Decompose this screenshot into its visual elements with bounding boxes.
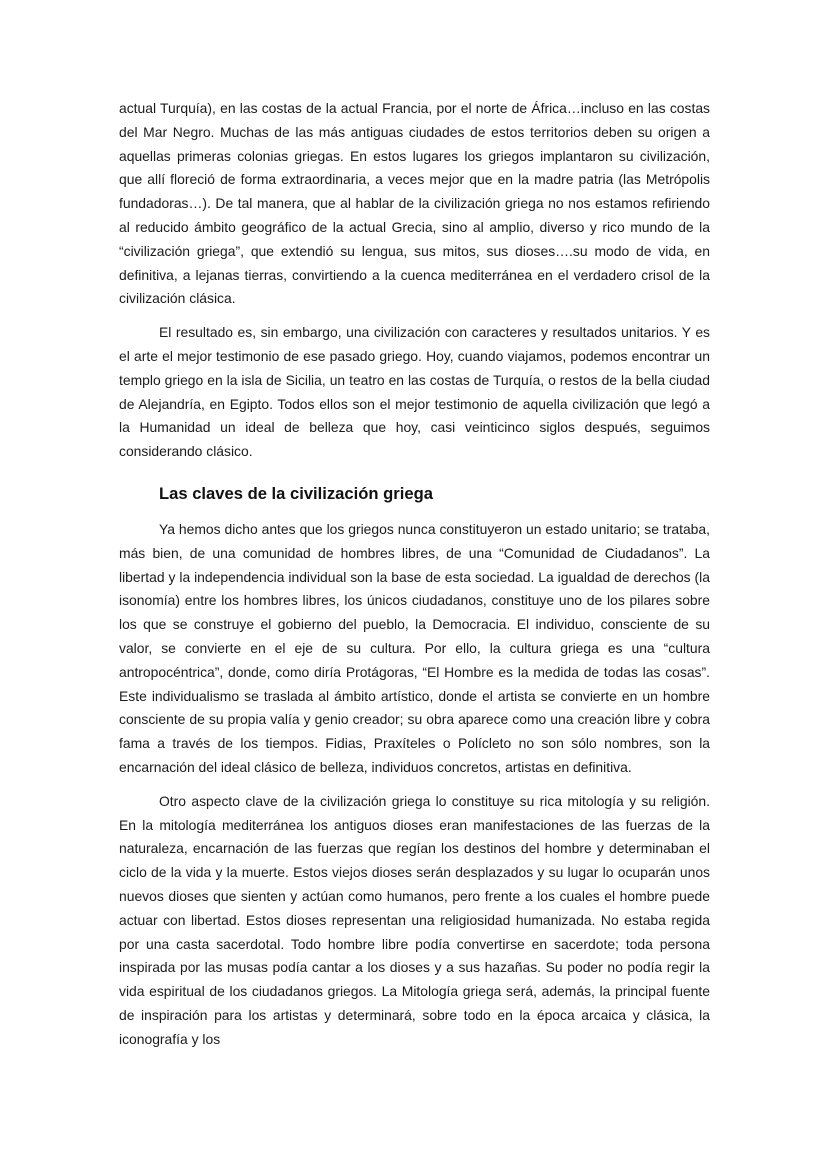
paragraph-colonies: actual Turquía), en las costas de la actual Francia, por el norte de África…incluso en las costas del Mar Negro. Muchas de las más antiguas ciudades de estos territorios deben su origen a aquellas primeras colonias griegas. En estos lugares los griegos implantaron su civilización, que allí floreció de forma extraordinaria, a veces mejor que en la madre patria (las Metrópolis fundadoras…). De tal manera, que al hablar de la civilización griega no nos estamos refiriendo al reducido ámbito geográfico de la actual Grecia, sino al amplio, diverso y rico mundo de la “civilización griega”, que extendió su lengua, sus mitos, sus dioses….su modo de vida, en definitiva, a lejanas tierras, convirtiendo a la cuenca mediterránea en el verdadero crisol de la civilización clásica. — [119, 100, 710, 307]
paragraph-mythology: Otro aspecto clave de la civilización griega lo constituye su rica mitología y su religión. En la mitología mediterránea los antiguos dioses eran manifestaciones de las fuerzas de la naturaleza, encarnación de las fuerzas que regían los destinos del hombre y determinaban el ciclo de la vida y la muerte. Estos viejos dioses serán desplazados y su lugar lo ocuparán unos nuevos dioses que sienten y actúan como humanos, pero frente a los cuales el hombre puede actuar con libertad. Estos dioses representan una religiosidad humanizada. No estaba regida por una casta sacerdotal. Todo hombre libre podía convertirse en sacerdote; toda persona inspirada por las musas podía cantar a los dioses y a sus hazañas. Su poder no podía regir la vida espiritual de los ciudadanos griegos. La Mitología griega será, además, la principal fuente de inspiración para los artistas y determinará, sobre todo en la época arcaica y clásica, la iconografía y los — [119, 792, 710, 1047]
paragraph-citizens: Ya hemos dicho antes que los griegos nunca constituyeron un estado unitario; se trataba, más bien, de una comunidad de hombres libres, de una “Comunidad de Ciudadanos”. La libertad y la independencia individual son la base de esta sociedad. La igualdad de derechos (la isonomía) entre los hombres libres, los únicos ciudadanos, constituye uno de los pilares sobre los que se construye el gobierno del pueblo, la Democracia. El individuo, consciente de su valor, se convierte en el eje de su cultura. Por ello, la cultura griega es una “cultura antropocéntrica”, donde, como diría Protágoras, “El Hombre es la medida de todas las cosas”. Este individualismo se traslada al ámbito artístico, donde el artista se convierte en un hombre consciente de su propia valía y genio creador; su obra aparece como una creación libre y cobra fama a través de los tiempos. Fidias, Praxíteles o Polícleto no son sólo nombres, son la encarnación del ideal clásico de belleza, individuos concretos, artistas en definitiva. — [119, 520, 710, 775]
document-body — [119, 97, 710, 1061]
section-heading: Las claves de la civilización griega — [159, 483, 433, 503]
paragraph-unitary-civilization: El resultado es, sin embargo, una civilización con caracteres y resultados unitarios. Y es el arte el mejor testimonio de ese pasado griego. Hoy, cuando viajamos, podemos encontrar un templo griego en la isla de Sicilia, un teatro en las costas de Turquía, o restos de la bella ciudad de Alejandría, en Egipto. Todos ellos son el mejor testimonio de aquella civilización que legó a la Humanidad un ideal de belleza que hoy, casi veinticinco siglos después, seguimos considerando clásico. — [119, 324, 710, 460]
